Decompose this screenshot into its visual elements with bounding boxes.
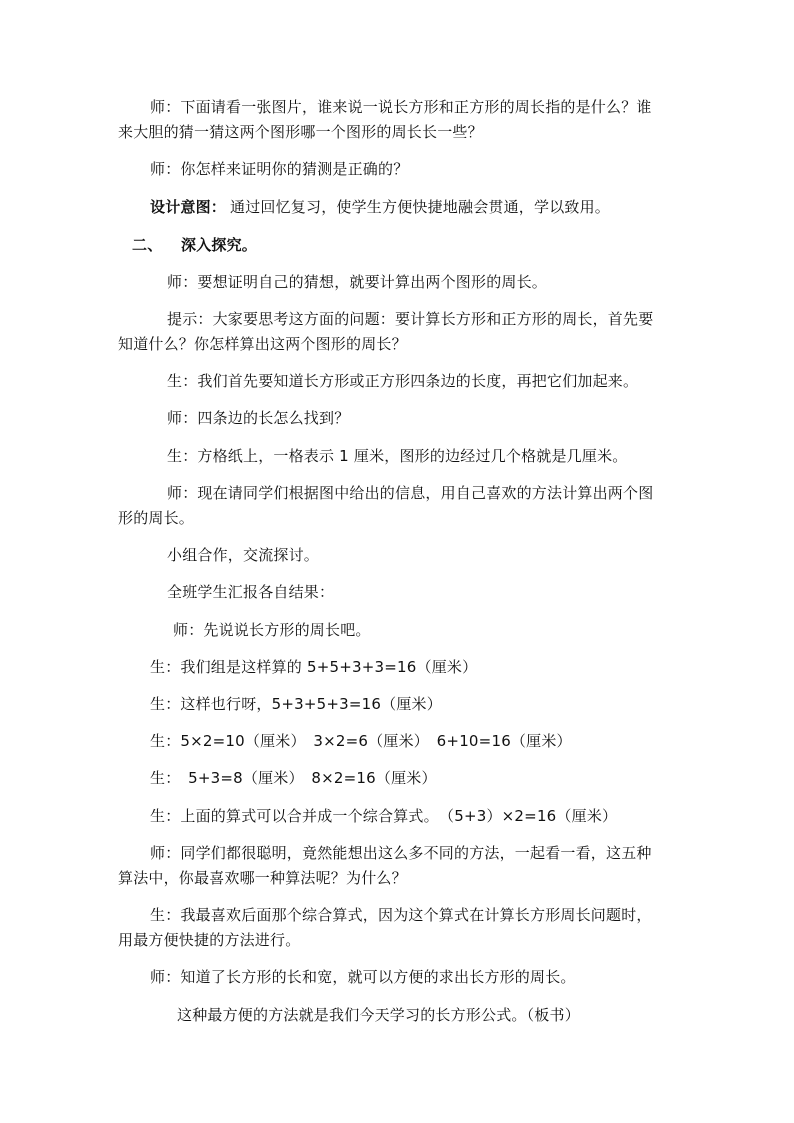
paragraph-line: 生：方格纸上，一格表示 1 厘米，图形的边经过几个格就是几厘米。 — [167, 447, 628, 465]
paragraph-line: 小组合作，交流探讨。 — [167, 546, 320, 564]
paragraph-line: 提示：大家要思考这方面的问题：要计算长方形和正方形的周长，首先要 — [167, 310, 654, 328]
paragraph-line: 师：下面请看一张图片，谁来说一说长方形和正方形的周长指的是什么？谁 — [150, 98, 652, 116]
paragraph-line: 生：这样也行呀，5+3+5+3=16（厘米） — [150, 695, 442, 713]
paragraph-line: 知道什么？你怎样算出这两个图形的周长？ — [118, 335, 407, 353]
paragraph-line: 全班学生汇报各自结果： — [167, 583, 335, 601]
paragraph-line: 师：要想证明自己的猜想，就要计算出两个图形的周长。 — [167, 273, 548, 291]
paragraph-line: 这种最方便的方法就是我们今天学习的长方形公式。（板书） — [177, 1006, 580, 1024]
paragraph-line: 师：你怎样来证明你的猜测是正确的？ — [150, 160, 409, 178]
paragraph-line: 生：我最喜欢后面那个综合算式，因为这个算式在计算长方形周长问题时， — [150, 906, 652, 924]
section-heading: 深入探究。 — [181, 236, 258, 254]
paragraph-line: 形的周长。 — [118, 509, 195, 527]
paragraph-line: 师：同学们都很聪明，竟然能想出这么多不同的方法，一起看一看，这五种 — [150, 844, 652, 862]
paragraph-line: 生： 5+3=8（厘米） 8×2=16（厘米） — [150, 769, 437, 787]
paragraph-line: 师：四条边的长怎么找到？ — [167, 409, 350, 427]
design-intent-label: 设计意图： — [150, 198, 227, 216]
paragraph-line: 算法中，你最喜欢哪一种算法呢？为什么？ — [118, 869, 407, 887]
paragraph-line: 师：先说说长方形的周长吧。 — [173, 621, 371, 639]
paragraph-line: 生：5×2=10（厘米） 3×2=6（厘米） 6+10=16（厘米） — [150, 732, 572, 750]
paragraph-line: 生：上面的算式可以合并成一个综合算式。 （5+3）×2=16（厘米） — [150, 807, 618, 825]
paragraph-line: 生：我们组是这样算的 5+5+3+3=16（厘米） — [150, 658, 478, 676]
section-number: 二、 — [132, 236, 163, 254]
paragraph-line: 师：现在请同学们根据图中给出的信息，用自己喜欢的方法计算出两个图 — [167, 484, 654, 502]
design-intent-text: 通过回忆复习，使学生方便快捷地融会贯通，学以致用。 — [230, 198, 611, 216]
paragraph-line: 生：我们首先要知道长方形或正方形四条边的长度，再把它们加起来。 — [167, 372, 639, 390]
paragraph-line: 用最方便快捷的方法进行。 — [118, 931, 301, 949]
paragraph-line: 师：知道了长方形的长和宽，就可以方便的求出长方形的周长。 — [150, 968, 576, 986]
paragraph-line: 来大胆的猜一猜这两个图形哪一个图形的周长长一些？ — [118, 123, 483, 141]
